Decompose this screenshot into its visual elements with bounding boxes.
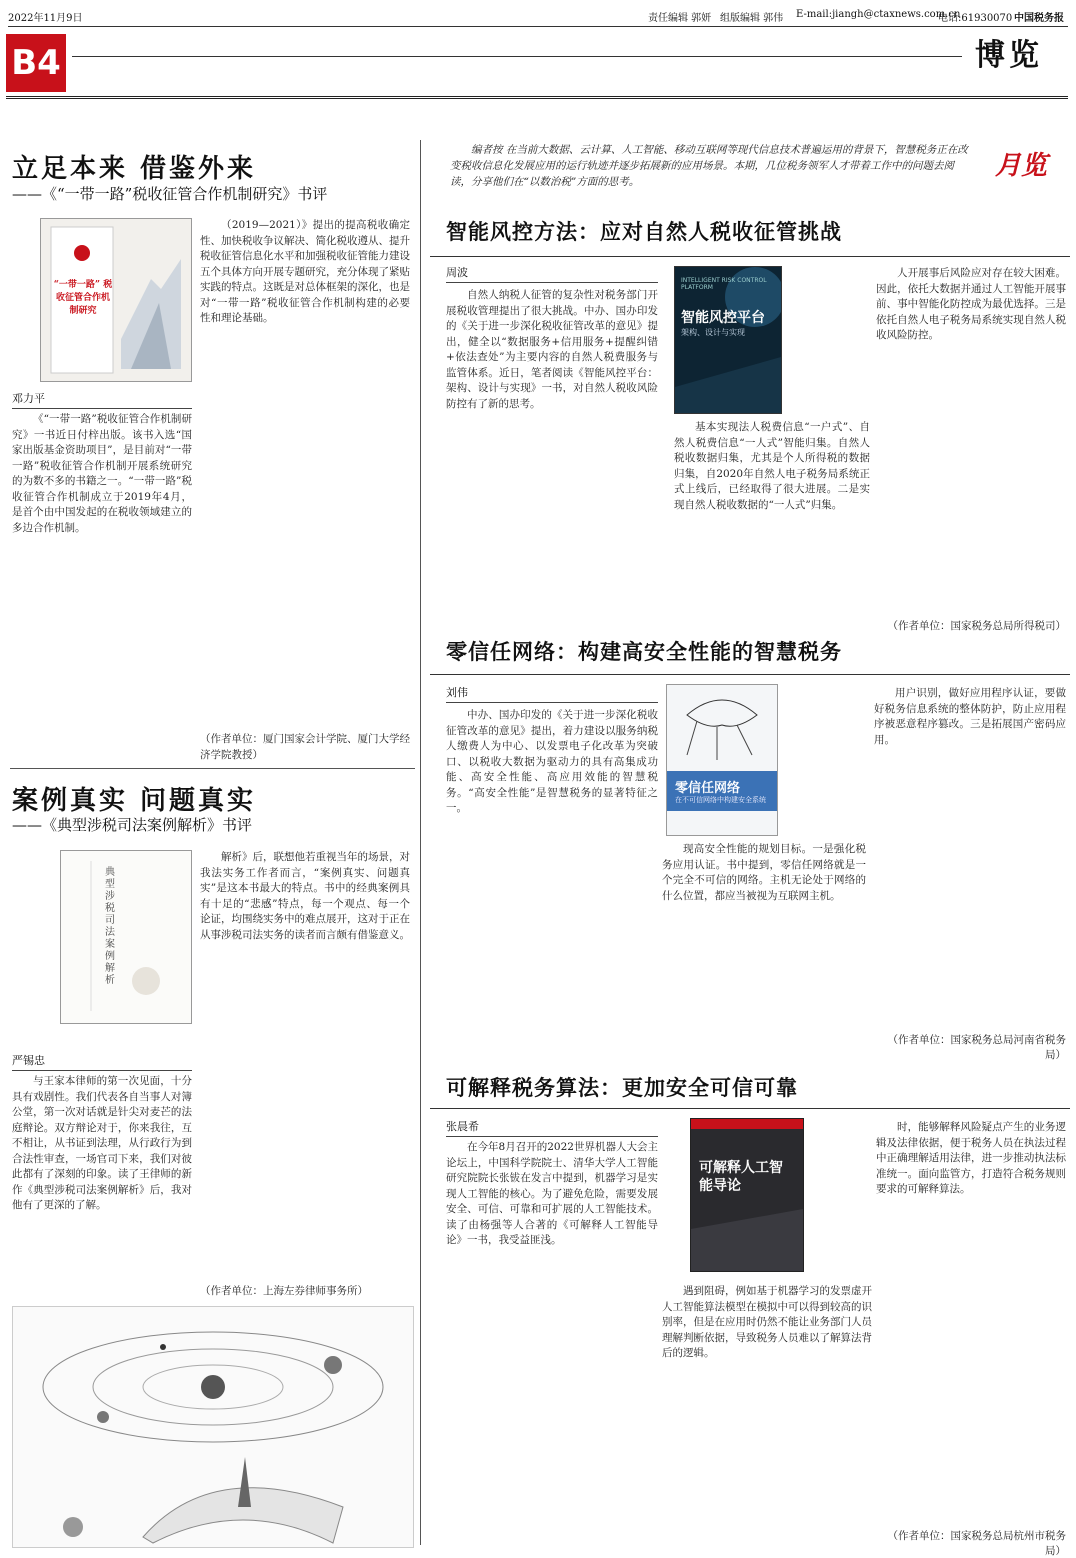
article-title-b1: 智能风控方法：应对自然人税收征管挑战 <box>446 219 842 244</box>
article-body-b1b: 基本实现法人税费信息“一户式”、自然人税费信息“一人式”智能归集。自然人税收数据归集，尤其是个人所得税的数据归集，自2020年自然人电子税务局系统正式上线后，已经取得了很大进展。二是实现自然人税收数据的“一人式”归集。 <box>674 421 870 511</box>
article-body-b2c: 用户识别，做好应用程序认证，要做好税务信息系统的整体防护，防止应用程序被恶意程序篡改。三是拓展国产密码应用。 <box>874 687 1066 746</box>
article-body-b1c: 人开展事后风险应对存在较大困难。因此，依托大数据并通过人工智能开展事前、事中智能化防控成为最优选择。三是依托自然人电子税务局系统实现自然人税收风险防控。 <box>876 267 1066 341</box>
author-name-1: 邓力平 <box>12 390 192 409</box>
article-body-b3b: 遇到阻碍，例如基于机器学习的发票虚开人工智能算法模型在模拟中可以得到较高的识别率，但是在应用时仍然不能让业务部门人员理解判断依据，导致税务人员难以了解算法背后的逻辑。 <box>662 1285 872 1359</box>
book-cover-art <box>61 851 191 1023</box>
editor-note: 编者按 在当前大数据、云计算、人工智能、移动互联网等现代信息技术普遍运用的背景下，智慧税务正在改变税收信息化发展应用的运行轨迹并逐步拓展新的应用场景。本期，几位税务领军人才带着工作中的问题去阅读，分享他们在“以数治税”方面的思考。 <box>450 144 968 188</box>
article-title-1: 立足本来 借鉴外来 <box>12 154 257 184</box>
article-body-2a: 与王家本律师的第一次见面，十分具有戏剧性。我们代表各自当事人对簿公堂，第一次对话就是针尖对麦芒的法庭辩论。双方辩论对于，你来我往，互不相让，从书证到法理，从行政行为到合法性审查，一场官司下来，我们对彼此都有了深刻的印象。读了王律师的新作《典型涉税司法案例解析》后，我对他有了更深的了解。 <box>12 1075 192 1211</box>
article-title-b3: 可解释税务算法：更加安全可信可靠 <box>446 1075 798 1100</box>
article-body-1b: （2019—2021）》提出的提高税收确定性、加快税收争议解决、简化税收遵从、提升税收征管信息化水平和加强税收征管能力建设五个具体方向开展专题研究，充分体现了紧贴实践的特点。这既是对总体框架的深化，也是对“一带一路”税收征管合作机制构建的必要性和理论基础。 <box>200 219 410 324</box>
layout-editor: 组版编辑 郭伟 <box>720 13 784 24</box>
article-footer-b2: （作者单位：国家税务总局河南省税务局） <box>887 1034 1066 1061</box>
issue-date: 2022年11月9日 <box>8 13 83 24</box>
book-cover-tax-cases <box>60 850 192 1024</box>
article-title-2: 案例真实 问题真实 <box>12 786 257 816</box>
contact-phone: 电话:61930070 <box>938 13 1013 24</box>
title-rule-b2 <box>430 674 1070 675</box>
book-cover-art <box>691 1119 803 1271</box>
article-title-b2: 零信任网络：构建高安全性能的智慧税务 <box>446 639 842 664</box>
book-cover-risk-control <box>674 266 782 414</box>
newspaper-name: 中国税务报 <box>1014 13 1064 24</box>
column-divider <box>420 140 421 1545</box>
section-title: 博览 <box>975 38 1043 73</box>
book-title-text: 典型涉税司法案例解析 <box>105 867 115 986</box>
article-body-1a: 《“一带一路”税收征管合作机制研究》一书近日付梓出版。该书入选“国家出版基金资助项目”，是目前对“一带一路”税收征管合作机制开展系统研究的为数不多的书籍之一。“一带一路”税收征管合作机制成立于2019年4月，是首个由中国发起的在税收领域建立的多边合作机制。 <box>12 413 192 534</box>
article-body-b2b: 现高安全性能的规划目标。一是强化税务应用认证。书中提到，零信任网络就是一个完全不可信的网络。主机无论处于网络的什么位置，都应当被视为互联网主机。 <box>662 843 866 902</box>
article-footer-1: （作者单位：厦门国家会计学院、厦门大学经济学院教授） <box>200 733 410 761</box>
masthead <box>8 4 1068 27</box>
book-subtitle-text: 在不可信网络中构建安全系统 <box>675 796 766 804</box>
article-separator <box>10 768 415 769</box>
title-rule-b3 <box>430 1108 1070 1109</box>
article-body-b3a: 在今年8月召开的2022世界机器人大会主论坛上，中国科学院院士、清华大学人工智能研究院院长张钹在发言中提到，机器学习是实现人工智能的核心。为了避免危险，需要发展安全、可信、可靠和可扩展的人工智能技术。读了由杨强等人合著的《可解释人工智能导论》一书，我受益匪浅。 <box>446 1141 658 1246</box>
article-body-b2a: 中办、国办印发的《关于进一步深化税收征管改革的意见》提出，着力建设以服务纳税人缴费人为中心、以发票电子化改革为突破口、以税收大数据为驱动力的具有高集成功能、高安全性能、高应用效能的智慧税务。“高安全性能”是智慧税务的显著特征之一。 <box>446 709 658 814</box>
article-body-b3c: 时，能够解释风险疑点产生的业务逻辑及法律依据，便于税务人员在执法过程中正确理解适用法律，进一步推动执法标准统一。面向监管方，打造符合税务规则要求的可解释算法。 <box>876 1121 1066 1195</box>
book-cover-belt-road <box>40 218 192 382</box>
article-footer-b1: （作者单位：国家税务总局所得税司） <box>887 620 1066 632</box>
header-double-rule <box>6 96 1068 99</box>
book-title-text: 可解释人工智能导论 <box>699 1160 783 1194</box>
responsible-editor: 责任编辑 郭妍 <box>648 13 712 24</box>
illustration-art <box>13 1307 413 1547</box>
article-footer-b3: （作者单位：国家税务总局杭州市税务局） <box>887 1530 1066 1557</box>
author-name-2: 严锡忠 <box>12 1052 192 1071</box>
book-subtitle-text: 架构、设计与实现 <box>681 328 745 337</box>
illustration-space-book <box>12 1306 414 1548</box>
book-title-text: 智能风控平台 <box>681 310 765 326</box>
title-rule-b1 <box>430 256 1070 257</box>
author-name-b3: 张晨希 <box>446 1118 658 1137</box>
book-title-text: “一带一路” 税收征管合作机制研究 <box>53 280 113 316</box>
book-cover-zero-trust <box>666 684 778 836</box>
article-subtitle-2: ——《典型涉税司法案例解析》书评 <box>12 816 253 834</box>
author-name-b2: 刘伟 <box>446 684 658 703</box>
article-body-2b: 解析》后，联想他若重视当年的场景，对我法实务工作者而言，“案例真实、问题真实”是这本书最大的特点。书中的经典案例具有十足的“悲感”特点，每一个观点、每一个论证，均围绕实务中的难点展开，这对于正在从事涉税司法实务的读者而言颇有借鉴意义。 <box>200 851 410 941</box>
book-cover-art <box>667 685 777 835</box>
article-body-b1a: 自然人纳税人征管的复杂性对税务部门开展税收管理提出了很大挑战。中办、国办印发的《关于进一步深化税收征管改革的意见》提出，健全以“数据服务+信用服务+提醒纠错+依法查处”为主要内容的自然人税费服务与监管体系。近日，笔者阅读《智能风控平台：架构、设计与实现》一书，对自然人税收风险防控有了新的思考。 <box>446 289 658 410</box>
contact-email[interactable]: E-mail:jiangh@ctaxnews.com.cn <box>796 9 961 20</box>
author-name-b1: 周波 <box>446 264 658 283</box>
column-badge-yuelan: 月览 <box>994 151 1047 181</box>
page-number: B4 <box>6 34 66 92</box>
book-title-en: INTELLIGENT RISK CONTROL PLATFORM <box>681 277 767 291</box>
article-footer-2: （作者单位：上海左券律师事务所） <box>200 1285 368 1297</box>
header-rule <box>72 56 962 57</box>
book-cover-explainable-ai <box>690 1118 804 1272</box>
book-title-text: 零信任网络 <box>675 781 741 796</box>
article-subtitle-1: ——《“一带一路”税收征管合作机制研究》书评 <box>12 185 328 203</box>
